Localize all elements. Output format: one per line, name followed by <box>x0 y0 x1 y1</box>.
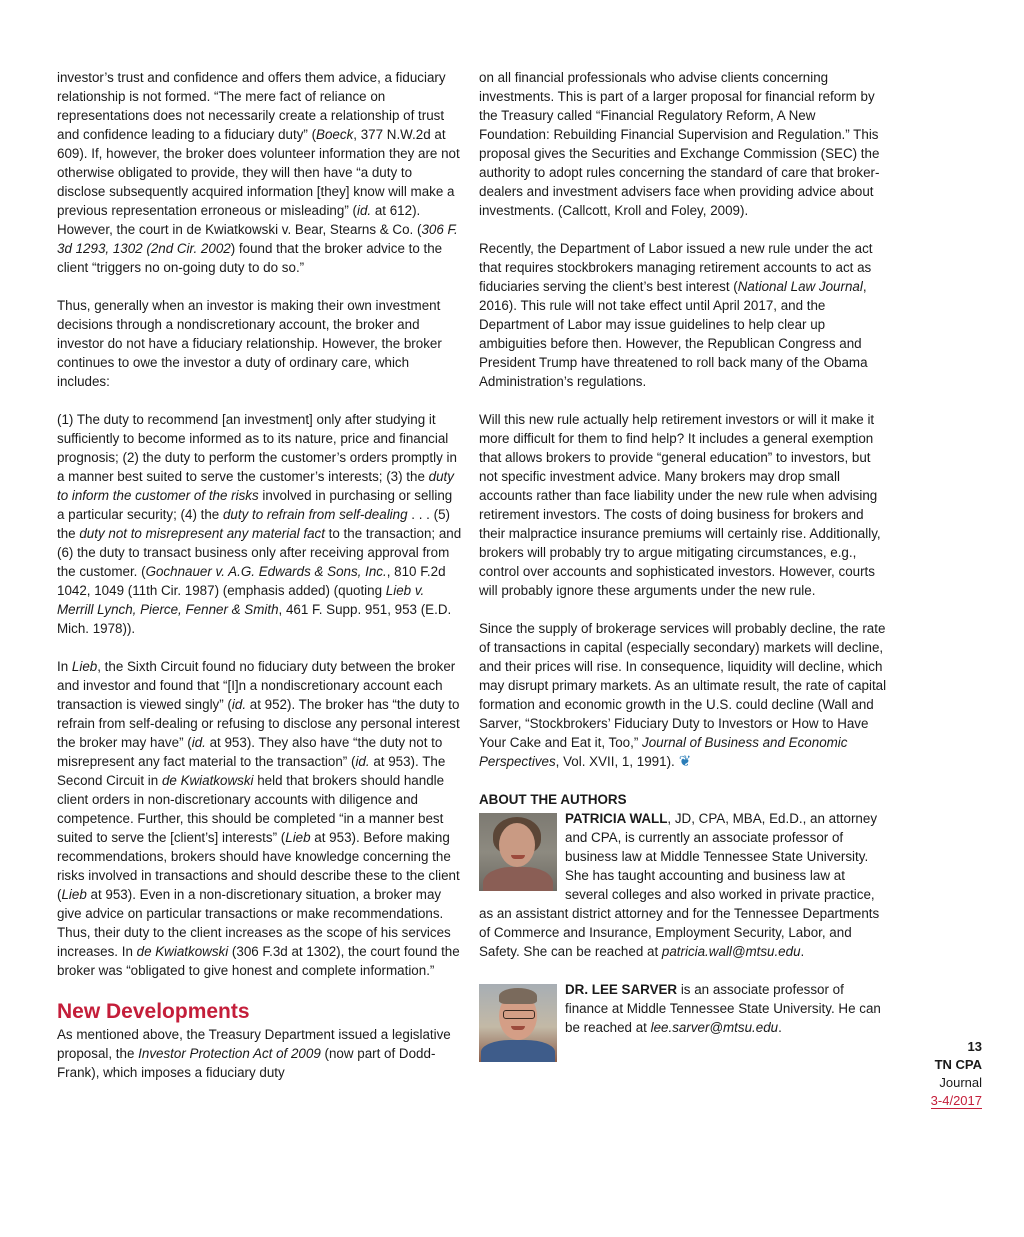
section-heading: New Developments <box>57 1000 250 1023</box>
text-run: Gochnauer v. A.G. Edwards & Sons, Inc. <box>145 564 387 579</box>
text-run: at 612). However, the court in de Kwiatkowski v. Bear, Stearns & Co. ( <box>57 203 422 237</box>
text-run: at 953). The Second Circuit in <box>57 754 446 788</box>
text-run: held that brokers should handle client orders in non-discretionary accounts with diligence and competence. Further, this should be completed “in a manner best suited to serve the [client’s] interests” ( <box>57 773 445 845</box>
text-run: , Vol. XVII, 1, 1991). <box>555 754 675 769</box>
text-run: (now part of Dodd-Frank), which imposes a fiduciary duty <box>57 1046 436 1080</box>
publication-subtitle: Journal <box>939 1075 982 1090</box>
text-run: id. <box>355 754 370 769</box>
text-run: Lieb <box>285 830 311 845</box>
issue-date: 3-4/2017 <box>930 1093 982 1108</box>
text-run: id. <box>191 735 206 750</box>
text-run: id. <box>231 697 247 712</box>
text-run: id. <box>356 203 372 218</box>
paragraph <box>479 68 887 220</box>
text-run: National Law Journal <box>737 279 863 294</box>
text-run: DR. LEE SARVER <box>565 982 678 997</box>
text-run: at 953). Even in a non-discretionary situation, a broker may give advice on particular transactions or make recommendations. Thus, their duty to the client increases as the scope of his services increases. In <box>57 887 451 959</box>
text-run: . <box>778 1020 782 1035</box>
paragraph <box>479 410 887 600</box>
paragraph <box>57 296 463 391</box>
text-run: de Kwiatkowski <box>161 773 254 788</box>
paragraph <box>479 239 887 391</box>
text-run: , 377 N.W.2d at 609). If, however, the broker does volunteer information they are not otherwise obligated to provide, they will then have “a duty to disclose subsequently acquired information [they] know will make a previous representation erroneous or misleading” ( <box>57 127 460 218</box>
text-run: ) found that the broker advice to the client “triggers no on-going duty to do so.” <box>57 241 443 275</box>
text-run: (306 F.3d at 1302), the court found the broker was “obligated to give honest and complete information.” <box>57 944 460 978</box>
text-run: , 810 F.2d 1042, 1049 (11th Cir. 1987) (emphasis added) (quoting <box>57 564 446 598</box>
text-run: Since the supply of brokerage services will probably decline, the rate of transactions in capital (especially secondary) markets will decline, and their prices will rise. In consequence, liquidity will decline, which may disrupt primary markets. As an ultimate result, the rate of capital formation and economic growth in the U.S. could decline (Wall and Sarver, “Stockbrokers’ Fiduciary Duty to Investors or How to Have Your Cake and Eat it, Too,” <box>479 621 887 750</box>
text-run: involved in purchasing or selling a particular security; (4) the <box>57 488 453 522</box>
paragraph <box>57 410 463 638</box>
text-run: patricia.wall@mtsu.edu <box>661 944 801 959</box>
author-bio-text <box>565 982 881 1035</box>
text-run: 306 F. 3d 1293, 1302 (2nd Cir. 2002 <box>57 222 458 256</box>
left-column <box>57 68 463 1101</box>
text-run: to the transaction; and (6) the duty to transact business only after receiving approval from the customer. ( <box>57 526 462 579</box>
text-run: Lieb v. Merrill Lynch, Pierce, Fenner & Smith <box>57 583 425 617</box>
text-run: (1) The duty to recommend [an investment] only after studying it sufficiently to become informed as to its nature, price and financial prognosis; (2) the duty to perform the customer’s orders promptly in a manner best suited to serve the customer’s interests; (3) the <box>57 412 457 484</box>
end-mark-icon: ❦ <box>678 753 692 770</box>
paragraph <box>57 1025 463 1082</box>
text-run: duty not to misrepresent any material fact <box>79 526 325 541</box>
paragraph <box>57 657 463 980</box>
text-run: Boeck <box>316 127 354 142</box>
page-number: 13 <box>967 1039 982 1054</box>
text-run: lee.sarver@mtsu.edu <box>650 1020 779 1035</box>
text-run: , JD, CPA, MBA, Ed.D., an attorney and CPA, is currently an associate professor of business law at Middle Tennessee State University. She has taught accounting and business law at several colleges and also worked in private practice, as an assistant district attorney and for the Tennessee Departments of Commerce and Insurance, Employment Security, Labor, and Safety. She can be reached at <box>479 811 880 959</box>
text-run: As mentioned above, the Treasury Department issued a legislative proposal, the <box>57 1027 451 1061</box>
paragraph <box>479 619 887 771</box>
text-run: is an associate professor of finance at Middle Tennessee State University. He can be reached at <box>565 982 881 1035</box>
text-run: investor’s trust and confidence and offers them advice, a fiduciary relationship is not formed. “The mere fact of reliance on representations does not necessarily create a relationship of trust and confidence leading to a fiduciary duty” ( <box>57 70 446 142</box>
text-run: , 2016). This rule will not take effect until April 2017, and the Department of Labor may issue guidelines to help clear up ambiguities before then. However, the Republican Congress and President Trump have threatened to roll back many of the Obama Administration’s regulations. <box>479 279 868 389</box>
author-photo-wall <box>479 813 557 891</box>
text-run: at 952). The broker has “the duty to refrain from self-dealing or refusing to disclose any personal interest the broker may have” ( <box>57 697 460 750</box>
text-run: Thus, generally when an investor is making their own investment decisions through a nondiscretionary account, the broker and investor do not have a fiduciary relationship. However, the broker continues to owe the investor a duty of ordinary care, which includes: <box>57 298 442 389</box>
text-run: In <box>57 659 72 674</box>
text-run: , 461 F. Supp. 951, 953 (E.D. Mich. 1978)). <box>57 602 452 636</box>
text-run: Lieb <box>71 659 98 674</box>
author-photo-sarver <box>479 984 557 1062</box>
text-run: on all financial professionals who advise clients concerning investments. This is part of a larger proposal for financial reform by the Treasury called “Financial Regulatory Reform, A New Foundation: Rebuilding Financial Supervision and Regulation.” This proposal gives the Securities and Exchange Commission (SEC) the authority to adopt rules concerning the standard of care that broker-dealers and investment advisers face when providing advice about investments. (Callcott, Kroll and Foley, 2009). <box>479 70 880 218</box>
about-authors-heading: ABOUT THE AUTHORS <box>479 792 627 807</box>
text-run: duty to inform the customer of the risks <box>57 469 454 503</box>
author-bio <box>479 980 887 1066</box>
text-run: Will this new rule actually help retirement investors or will it make it more difficult for them to find help? It includes a general exemption that allows brokers to provide “general education” to investors, but not specific investment advice. Many brokers may drop small accounts rather than face liability under the new rule when advising retirement investors. The costs of doing business for brokers and their malpractice insurance premiums will certainly rise. Additionally, brokers will probably try to argue mitigating circumstances, e.g., control over accounts and sophisticated investors. However, courts will probably ignore these arguments under the new rule. <box>479 412 881 598</box>
text-run: . . . (5) the <box>57 507 450 541</box>
text-run: de Kwiatkowski <box>136 944 229 959</box>
text-run: at 953). They also have “the duty not to misrepresent any fact material to the transaction” ( <box>57 735 443 769</box>
text-run: Investor Protection Act of 2009 <box>138 1046 321 1061</box>
paragraph-text <box>479 621 886 769</box>
text-run: at 953). Before making recommendations, brokers should have knowledge concerning the risks involved in transactions and should describe these to the client ( <box>57 830 460 902</box>
text-run: Lieb <box>61 887 87 902</box>
text-run: PATRICIA WALL <box>565 811 668 826</box>
paragraph <box>57 68 463 277</box>
publication-name: TN CPA <box>934 1057 982 1072</box>
text-run: . <box>800 944 805 959</box>
author-bio <box>479 809 887 961</box>
text-run: , the Sixth Circuit found no fiduciary duty between the broker and investor and found that “[I]n a nondiscretionary account each transaction is viewed singly” ( <box>57 659 456 712</box>
page-footer <box>931 1038 982 1110</box>
text-run: duty to refrain from self-dealing <box>222 507 408 522</box>
text-run: Journal of Business and Economic Perspectives <box>479 735 848 769</box>
text-run: Recently, the Department of Labor issued a new rule under the act that requires stockbrokers managing retirement accounts to act as fiduciaries serving the client’s best interest ( <box>479 241 873 294</box>
right-column <box>479 68 887 1085</box>
